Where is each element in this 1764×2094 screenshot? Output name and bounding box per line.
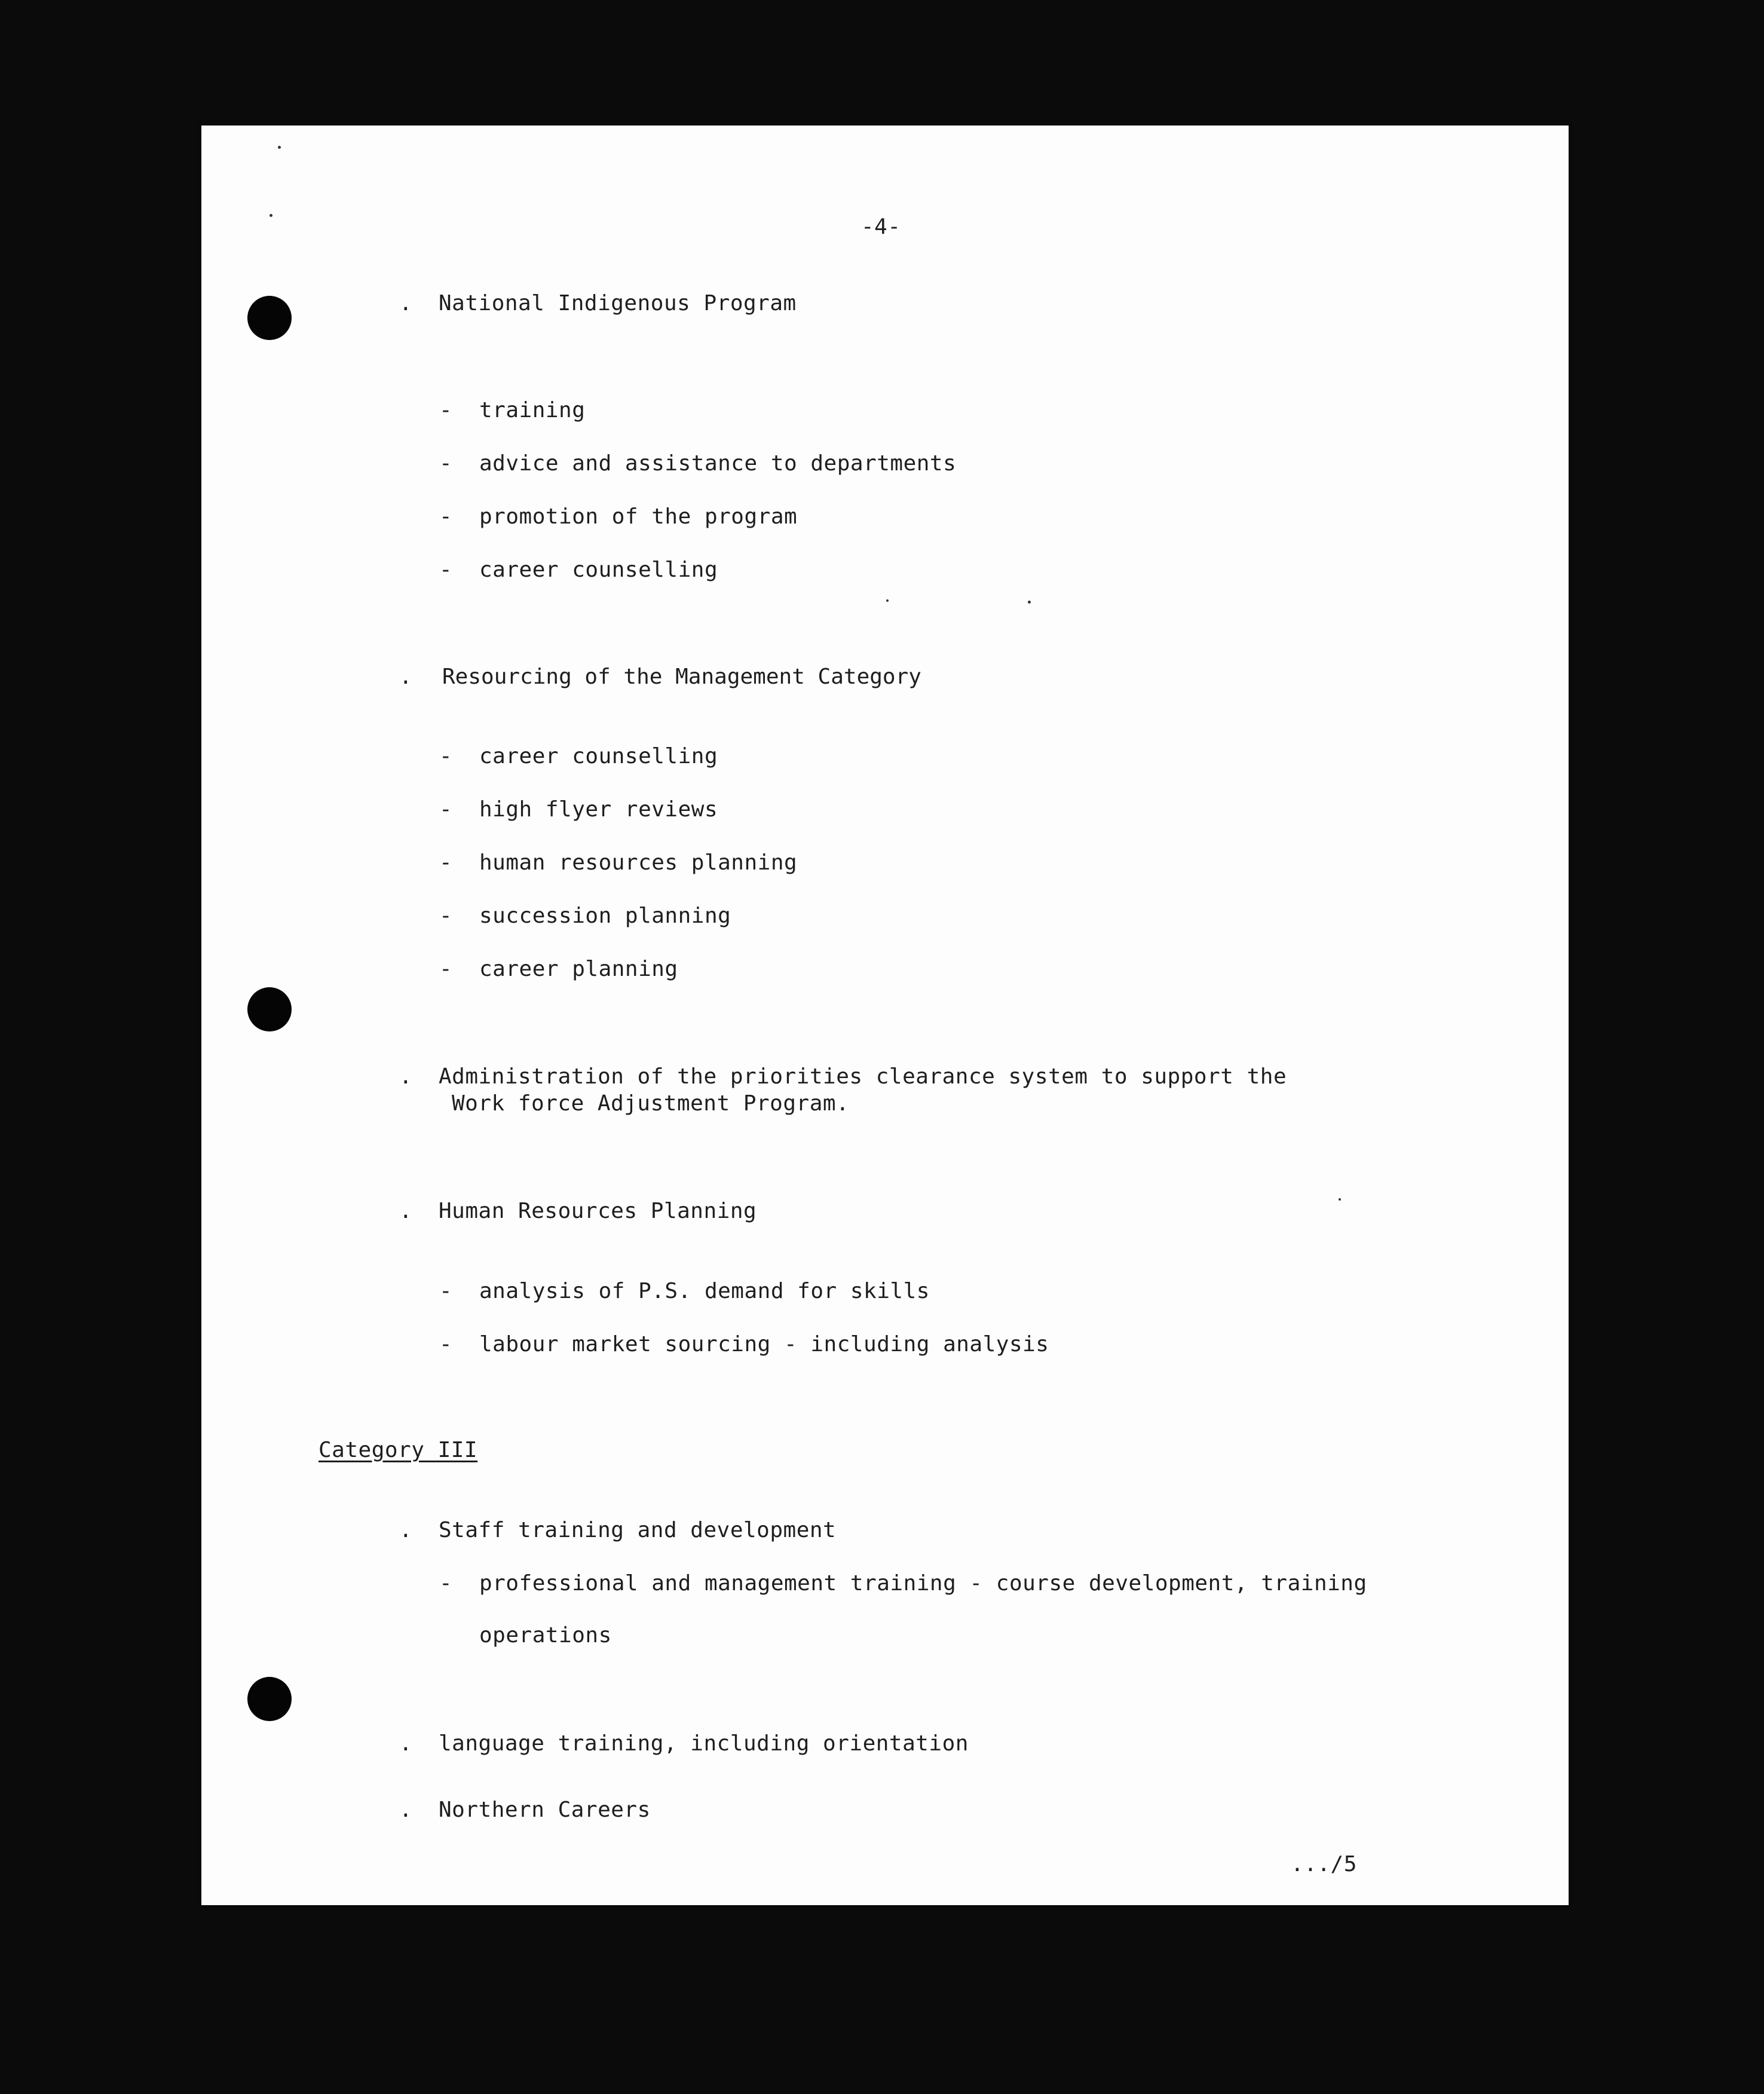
binder-hole-middle xyxy=(247,987,292,1031)
section-heading-human-resources-planning: Human Resources Planning xyxy=(439,1199,757,1223)
page-number: -4- xyxy=(861,215,901,239)
dash: - xyxy=(439,1279,452,1303)
dash: - xyxy=(439,797,452,822)
dash: - xyxy=(439,504,452,529)
list-item: training xyxy=(479,398,586,423)
section-heading-administration-line1: Administration of the priorities clearance system to support the xyxy=(439,1064,1287,1089)
dash: - xyxy=(439,957,452,981)
section-heading-national-indigenous-program: National Indigenous Program xyxy=(439,291,797,316)
list-item: career planning xyxy=(479,957,678,981)
list-item: career counselling xyxy=(479,558,718,582)
list-item: human resources planning xyxy=(479,850,798,875)
speck xyxy=(1339,1198,1341,1201)
continuation-marker: .../5 xyxy=(1291,1852,1357,1876)
bullet-dot: . xyxy=(399,1798,412,1822)
dash: - xyxy=(439,558,452,582)
bullet-dot: . xyxy=(399,1731,412,1756)
speck xyxy=(278,146,281,149)
section-heading-language-training: language training, including orientation xyxy=(439,1731,969,1756)
binder-hole-top xyxy=(247,296,292,340)
bullet-dot: . xyxy=(399,291,412,316)
bullet-dot: . xyxy=(399,1199,412,1223)
dash: - xyxy=(439,850,452,875)
list-item: advice and assistance to departments xyxy=(479,451,957,476)
list-item: analysis of P.S. demand for skills xyxy=(479,1279,930,1303)
list-item: promotion of the program xyxy=(479,504,798,529)
speck xyxy=(886,599,889,602)
dash: - xyxy=(439,1571,452,1596)
list-item-line1: professional and management training - course development, training xyxy=(479,1571,1367,1596)
speck xyxy=(1028,601,1031,604)
list-item-line2: operations xyxy=(479,1623,612,1648)
dash: - xyxy=(439,1332,452,1357)
binder-hole-bottom xyxy=(247,1677,292,1721)
section-heading-administration-line2: Work force Adjustment Program. xyxy=(452,1091,850,1116)
section-heading-northern-careers: Northern Careers xyxy=(439,1798,651,1822)
list-item: succession planning xyxy=(479,904,731,928)
bullet-dot: . xyxy=(399,665,412,689)
category-heading: Category III xyxy=(318,1438,478,1462)
document-page xyxy=(201,125,1569,1905)
bullet-dot: . xyxy=(399,1518,412,1542)
dash: - xyxy=(439,451,452,476)
dash: - xyxy=(439,398,452,423)
list-item: career counselling xyxy=(479,744,718,769)
bullet-dot: . xyxy=(399,1064,412,1089)
list-item: labour market sourcing - including analysis xyxy=(479,1332,1049,1357)
list-item: high flyer reviews xyxy=(479,797,718,822)
speck xyxy=(270,214,272,217)
dash: - xyxy=(439,744,452,769)
section-heading-staff-training: Staff training and development xyxy=(439,1518,837,1542)
dash: - xyxy=(439,904,452,928)
section-heading-resourcing-management: Resourcing of the Management Category xyxy=(442,665,921,689)
